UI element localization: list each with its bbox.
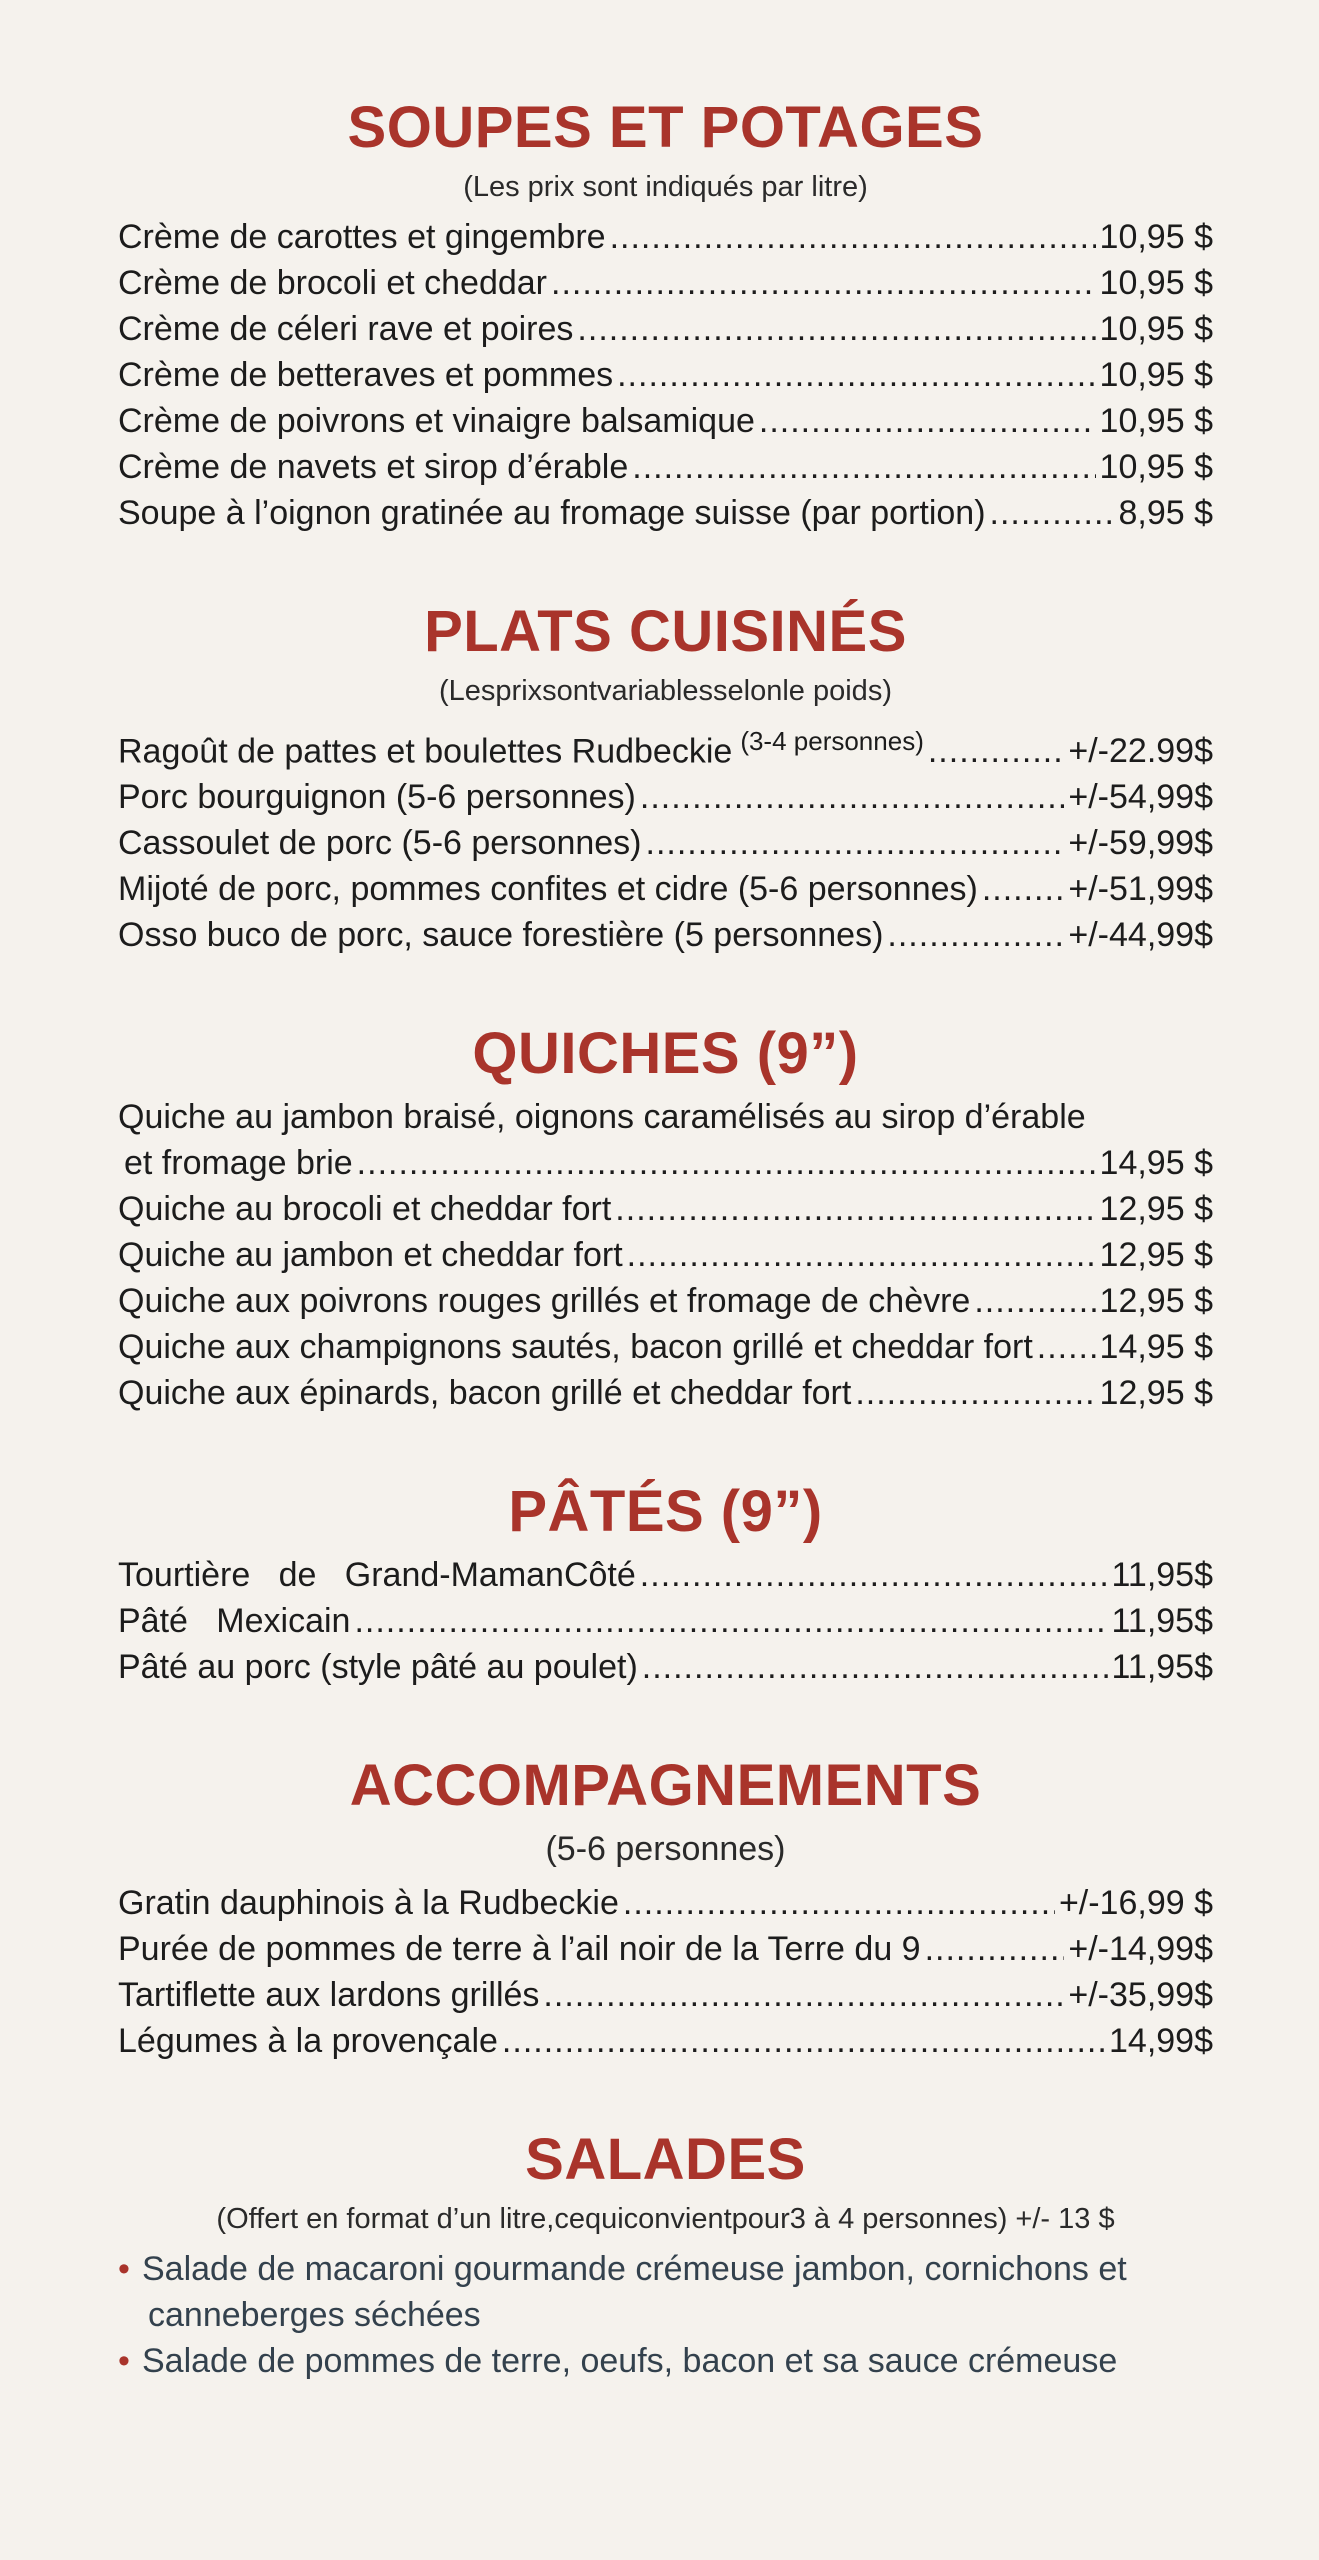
- item-name: Quiche au jambon et cheddar fort: [118, 1236, 623, 1275]
- salad-list: [118, 2246, 1213, 2384]
- dot-leader: [642, 1644, 1108, 1690]
- menu-item: [118, 1140, 1213, 1186]
- item-price: 10,95 $: [1099, 356, 1213, 394]
- menu-list: [118, 718, 1213, 958]
- menu-item: [118, 1232, 1213, 1278]
- item-name: Gratin dauphinois à la Rudbeckie: [118, 1884, 619, 1923]
- item-price: 10,95 $: [1099, 402, 1213, 440]
- dot-leader: [1037, 1324, 1096, 1370]
- item-name: Cassoulet de porc (5-6 personnes): [118, 824, 642, 863]
- item-name: Crème de carottes et gingembre: [118, 218, 606, 256]
- item-name-line1: Quiche au jambon braisé, oignons caramélisés au sirop d’érable: [118, 1098, 1086, 1137]
- item-price: 11,95$: [1111, 1556, 1213, 1595]
- dot-leader: [887, 912, 1064, 958]
- item-name: Crème de navets et sirop d’érable: [118, 448, 629, 486]
- item-price: 12,95 $: [1099, 1190, 1213, 1229]
- item-price: 10,95 $: [1099, 264, 1213, 302]
- item-price: +/-35,99$: [1068, 1976, 1213, 2015]
- dot-leader: [646, 820, 1065, 866]
- item-price: 14,95 $: [1099, 1144, 1213, 1183]
- list-item: [118, 2338, 1213, 2384]
- bullet-icon: •: [118, 2250, 130, 2289]
- item-price: 10,95 $: [1099, 310, 1213, 348]
- section-plats: [118, 592, 1213, 958]
- item-price: 11,95$: [1111, 1648, 1213, 1687]
- dot-leader: [551, 260, 1096, 306]
- section-title: SOUPES ET POTAGES: [347, 95, 984, 160]
- item-name: Crème de céleri rave et poires: [118, 310, 574, 348]
- dot-leader: [577, 306, 1095, 352]
- item-name-text: Ragoût de pattes et boulettes Rudbeckie: [118, 732, 733, 771]
- dot-leader: [925, 1926, 1065, 1972]
- item-price: 14,99$: [1109, 2022, 1213, 2061]
- menu-item: [118, 820, 1213, 866]
- dot-leader: [623, 1880, 1055, 1926]
- menu-item: [118, 214, 1213, 260]
- item-price: +/-22.99$: [1068, 732, 1213, 771]
- dot-leader: [502, 2018, 1105, 2064]
- section-title: ACCOMPAGNEMENTS: [349, 1753, 982, 1819]
- item-price: +/-54,99$: [1068, 778, 1213, 817]
- item-note: (3-4 personnes): [740, 726, 924, 756]
- item-name: Tartiflette aux lardons grillés: [118, 1976, 540, 2015]
- menu-item: [118, 306, 1213, 352]
- item-name: et fromage brie: [124, 1144, 353, 1183]
- item-name: Crème de brocoli et cheddar: [118, 264, 548, 302]
- dot-leader: [928, 728, 1065, 774]
- item-name: Quiche aux épinards, bacon grillé et cheddar fort: [118, 1374, 852, 1413]
- item-name: Quiche aux poivrons rouges grillés et fromage de chèvre: [118, 1282, 971, 1321]
- item-price: 10,95 $: [1099, 218, 1213, 256]
- item-price: 12,95 $: [1099, 1282, 1213, 1321]
- item-name: Crème de betteraves et pommes: [118, 356, 614, 394]
- item-line1: Salade de macaroni gourmande crémeuse jambon, cornichons et: [142, 2250, 1127, 2289]
- menu-item: [118, 2018, 1213, 2064]
- dot-leader: [610, 214, 1096, 260]
- item-price: +/-16,99 $: [1058, 1884, 1213, 1923]
- item-line1: Salade de pommes de terre, oeufs, bacon et sa sauce crémeuse: [142, 2342, 1118, 2381]
- section-title: QUICHES (9”): [472, 1021, 859, 1087]
- menu-item: [118, 1324, 1213, 1370]
- menu-list: [118, 1094, 1213, 1416]
- section-accompagnements: [118, 1746, 1213, 2064]
- dot-leader: [974, 1278, 1095, 1324]
- dot-leader: [357, 1140, 1096, 1186]
- menu-item: [118, 1598, 1213, 1644]
- item-name: Pâté Mexicain: [118, 1602, 351, 1641]
- menu-item: [118, 912, 1213, 958]
- dot-leader: [855, 1370, 1095, 1416]
- item-name: Porc bourguignon (5-6 personnes): [118, 778, 636, 817]
- dot-leader: [543, 1972, 1064, 2018]
- section-title: PÂTÉS (9”): [508, 1479, 823, 1545]
- dot-leader: [759, 398, 1096, 444]
- section-soupes: [118, 88, 1213, 536]
- item-price: 12,95 $: [1099, 1374, 1213, 1413]
- section-title: PLATS CUISINÉS: [424, 599, 907, 664]
- item-name: Soupe à l’oignon gratinée au fromage suisse (par portion): [118, 494, 986, 532]
- item-name: Mijoté de porc, pommes confites et cidre (5-6 personnes): [118, 870, 978, 909]
- item-price: +/-59,99$: [1068, 824, 1213, 863]
- menu-item: [118, 718, 1213, 774]
- menu-item: [118, 774, 1213, 820]
- item-price: 14,95 $: [1099, 1328, 1213, 1367]
- menu-item: [118, 1644, 1213, 1690]
- dot-leader: [354, 1598, 1107, 1644]
- item-price: +/-44,99$: [1068, 916, 1213, 955]
- item-name: Osso buco de porc, sauce forestière (5 personnes): [118, 916, 884, 955]
- dot-leader: [632, 444, 1095, 490]
- menu-list: [118, 1880, 1213, 2064]
- item-price: 8,95 $: [1118, 494, 1213, 532]
- section-subtitle: (Lesprixsontvariablesselonle poids): [439, 675, 892, 707]
- bullet-icon: •: [118, 2342, 130, 2381]
- menu-item: [118, 490, 1213, 536]
- menu-item: [118, 1926, 1213, 1972]
- dot-leader: [640, 774, 1065, 820]
- item-name: Pâté au porc (style pâté au poulet): [118, 1648, 638, 1687]
- item-price: +/-51,99$: [1068, 870, 1213, 909]
- section-title: SALADES: [525, 2127, 806, 2193]
- dot-leader: [617, 352, 1095, 398]
- menu-list: [118, 214, 1213, 536]
- item-name: Quiche au brocoli et cheddar fort: [118, 1190, 612, 1229]
- section-subtitle: (Offert en format d’un litre,cequiconvientpour3 à 4 personnes) +/- 13 $: [216, 2203, 1115, 2236]
- section-pates: [118, 1472, 1213, 1690]
- dot-leader: [615, 1186, 1095, 1232]
- menu-item: [118, 1186, 1213, 1232]
- section-salades: [118, 2120, 1213, 2384]
- menu-list: [118, 1552, 1213, 1690]
- item-name: Quiche aux champignons sautés, bacon grillé et cheddar fort: [118, 1328, 1033, 1367]
- dot-leader: [982, 866, 1065, 912]
- menu-page: [118, 88, 1213, 2440]
- section-quiches: [118, 1014, 1213, 1416]
- section-subtitle: (Les prix sont indiqués par litre): [463, 171, 868, 203]
- item-price: +/-14,99$: [1068, 1930, 1213, 1969]
- dot-leader: [627, 1232, 1096, 1278]
- item-name: Crème de poivrons et vinaigre balsamique: [118, 402, 755, 440]
- item-price: 10,95 $: [1099, 448, 1213, 486]
- item-line2: canneberges séchées: [148, 2296, 481, 2335]
- item-price: 11,95$: [1111, 1602, 1213, 1641]
- item-name: Tourtière de Grand-MamanCôté: [118, 1556, 636, 1595]
- menu-item: [118, 1972, 1213, 2018]
- menu-item: [118, 1880, 1213, 1926]
- menu-item: [118, 398, 1213, 444]
- menu-item: [118, 260, 1213, 306]
- item-name: Purée de pommes de terre à l’ail noir de la Terre du 9: [118, 1930, 921, 1969]
- menu-item: [118, 352, 1213, 398]
- menu-item: [118, 1278, 1213, 1324]
- menu-item: [118, 444, 1213, 490]
- dot-leader: [990, 490, 1115, 536]
- menu-item: [118, 1552, 1213, 1598]
- dot-leader: [640, 1552, 1108, 1598]
- section-subtitle: (5-6 personnes): [545, 1830, 786, 1869]
- menu-item: [118, 866, 1213, 912]
- item-name: [118, 718, 924, 774]
- item-price: 12,95 $: [1099, 1236, 1213, 1275]
- list-item: [118, 2246, 1213, 2338]
- item-name: Légumes à la provençale: [118, 2022, 498, 2061]
- menu-item: [118, 1370, 1213, 1416]
